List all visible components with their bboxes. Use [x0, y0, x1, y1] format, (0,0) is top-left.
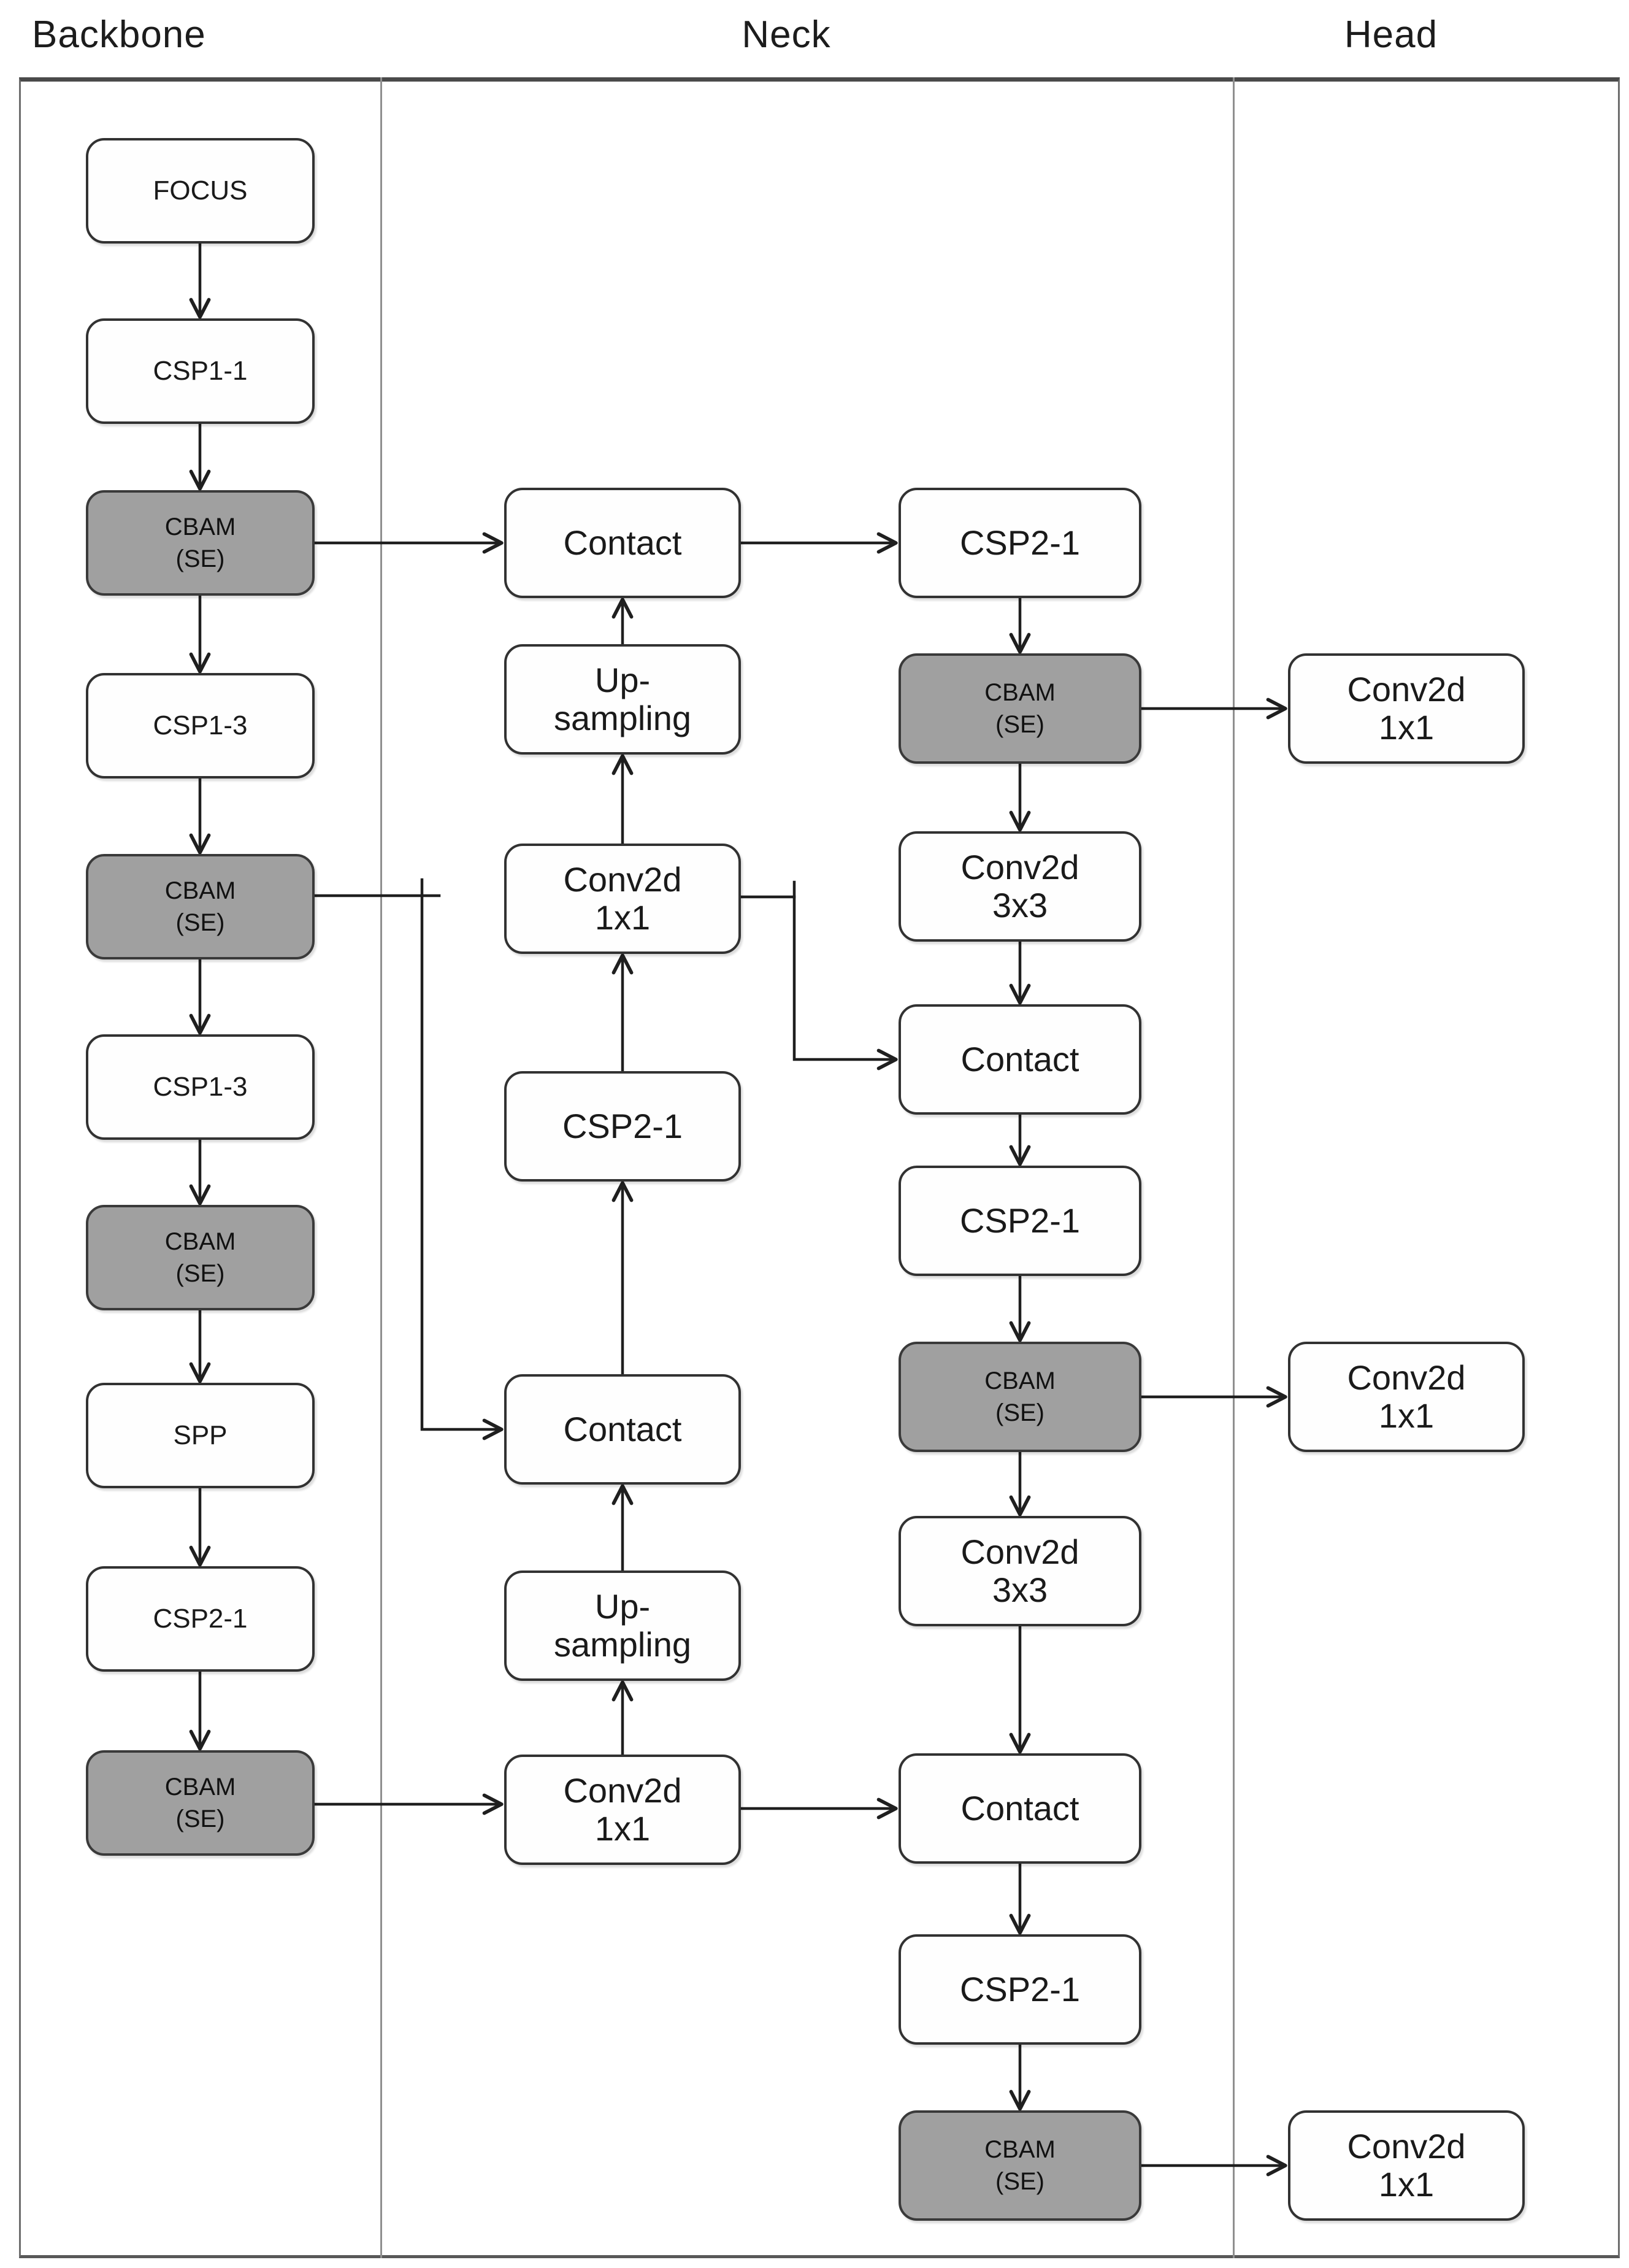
node-label: sampling	[553, 699, 692, 737]
node-label: Up-	[594, 661, 651, 699]
node-label: CBAM	[984, 679, 1056, 706]
node-conv3x3-r1	[899, 831, 1141, 942]
node-label: CBAM	[164, 513, 236, 540]
node-conv1x1-n2	[504, 1755, 741, 1865]
node-label: (SE)	[175, 1805, 225, 1832]
node-csp1-3a	[86, 673, 315, 778]
node-label: Conv2d	[563, 1771, 682, 1810]
node-label: Conv2d	[1347, 670, 1466, 709]
node-label: 1x1	[594, 1809, 651, 1848]
node-conv3x3-r2	[899, 1516, 1141, 1626]
node-csp2-1-r3	[899, 1934, 1141, 2045]
column-title-neck: Neck	[742, 13, 831, 56]
backbone-neck-divider	[380, 77, 382, 2258]
node-label: 1x1	[1378, 708, 1435, 747]
node-cbam-r2	[899, 1342, 1141, 1452]
node-cbam-b1	[86, 490, 315, 596]
node-label: Up-	[594, 1587, 651, 1626]
node-label: Contact	[960, 1040, 1079, 1078]
node-csp2-1-r2	[899, 1166, 1141, 1276]
node-label: sampling	[553, 1625, 692, 1664]
node-label: Contact	[563, 1410, 682, 1448]
node-label: CSP2-1	[959, 1201, 1081, 1240]
node-label: Contact	[563, 523, 682, 562]
node-csp1-3b	[86, 1034, 315, 1140]
column-title-backbone: Backbone	[32, 13, 206, 56]
node-label: CBAM	[164, 877, 236, 904]
node-label: (SE)	[175, 909, 225, 936]
node-csp2-1-r1	[899, 488, 1141, 598]
node-label: 3x3	[992, 886, 1048, 924]
neck-head-divider	[1233, 77, 1235, 2258]
node-upsampling-n1	[504, 644, 741, 755]
column-title-head: Head	[1344, 13, 1438, 56]
node-csp2-1-n1	[504, 1071, 741, 1182]
node-label: CSP2-1	[153, 1604, 248, 1634]
node-label: CBAM	[984, 2136, 1056, 2163]
node-label: (SE)	[995, 1399, 1044, 1426]
node-conv1x1-h1	[1288, 653, 1525, 764]
node-label: Contact	[960, 1789, 1079, 1828]
node-csp2-1-b	[86, 1566, 315, 1672]
node-label: CSP1-3	[153, 1072, 248, 1102]
node-label: 1x1	[1378, 2165, 1435, 2204]
node-spp	[86, 1383, 315, 1488]
node-label: CBAM	[164, 1774, 236, 1801]
node-label: (SE)	[175, 1260, 225, 1287]
node-csp1-1	[86, 318, 315, 424]
node-label: Conv2d	[960, 848, 1079, 886]
node-label: SPP	[173, 1420, 228, 1450]
node-label: (SE)	[995, 2168, 1044, 2195]
node-label: CBAM	[164, 1228, 236, 1255]
node-label: CBAM	[984, 1367, 1056, 1394]
node-cbam-b3	[86, 1205, 315, 1310]
node-conv1x1-h2	[1288, 1342, 1525, 1452]
node-conv1x1-n1	[504, 844, 741, 954]
node-label: FOCUS	[153, 175, 248, 206]
node-conv1x1-h3	[1288, 2110, 1525, 2221]
node-label: 3x3	[992, 1570, 1048, 1609]
node-contact-r2	[899, 1753, 1141, 1864]
node-label: Conv2d	[1347, 2127, 1466, 2166]
node-cbam-r1	[899, 653, 1141, 764]
node-upsampling-n2	[504, 1570, 741, 1681]
node-contact-n2	[504, 1374, 741, 1485]
node-label: Conv2d	[1347, 1358, 1466, 1397]
node-label: 1x1	[594, 898, 651, 937]
node-label: CSP1-3	[153, 710, 248, 740]
node-cbam-r3	[899, 2110, 1141, 2221]
node-label: (SE)	[995, 711, 1044, 738]
node-label: CSP2-1	[562, 1107, 683, 1145]
node-label: 1x1	[1378, 1396, 1435, 1435]
node-label: CSP2-1	[959, 523, 1081, 562]
node-cbam-b2	[86, 854, 315, 959]
node-label: (SE)	[175, 545, 225, 572]
node-label: Conv2d	[563, 860, 682, 899]
node-label: Conv2d	[960, 1532, 1079, 1571]
node-focus	[86, 138, 315, 244]
node-label: CSP2-1	[959, 1970, 1081, 2009]
node-cbam-b4	[86, 1750, 315, 1856]
node-label: CSP1-1	[153, 356, 248, 386]
node-contact-n1	[504, 488, 741, 598]
node-contact-r1	[899, 1004, 1141, 1115]
